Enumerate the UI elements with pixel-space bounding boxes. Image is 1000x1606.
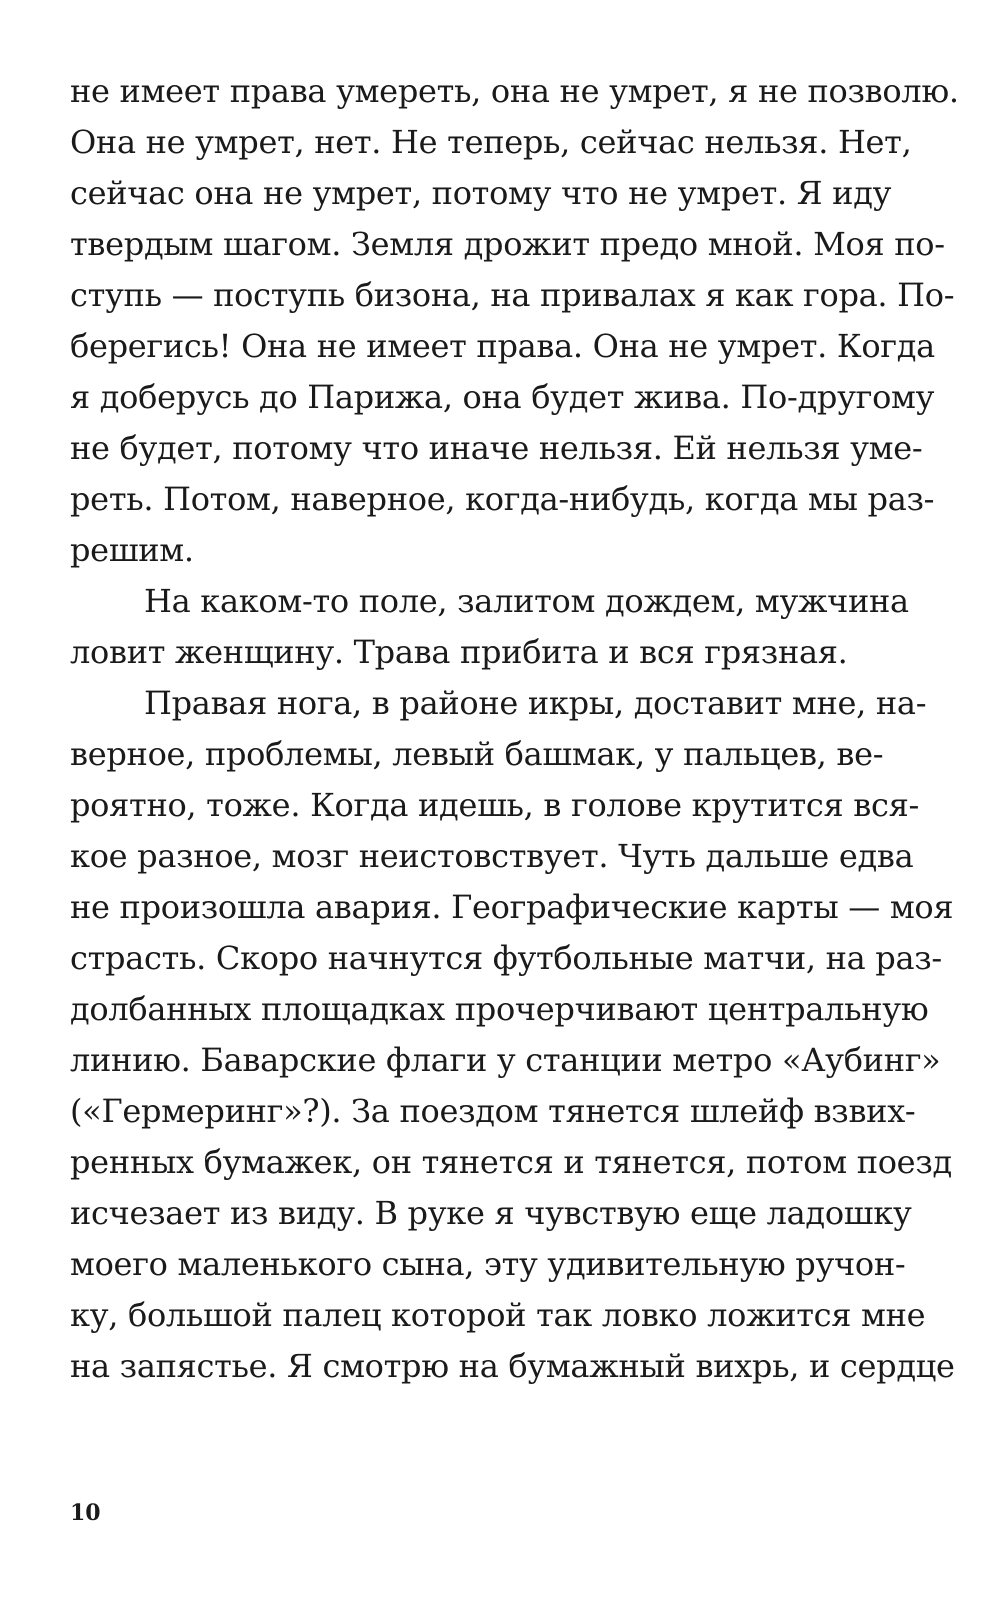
paragraph-first-line: Правая нога, в районе икры, доставит мне, на- [144,684,927,722]
text-line: решим. [70,531,194,569]
text-line: не имеет права умереть, она не умрет, я не позволю. [70,72,959,110]
text-line: не произошла авария. Географические карты — моя [70,888,954,926]
text-line: ловит женщину. Трава прибита и вся грязная. [70,633,848,671]
paragraph-first-line: На каком-то поле, залитом дождем, мужчина [144,582,909,620]
text-line: («Гермеринг»?). За поездом тянется шлейф взвих- [70,1092,916,1130]
page-number: 10 [70,1500,101,1526]
text-line: твердым шагом. Земля дрожит предо мной. Моя по- [70,225,945,263]
body-text [70,66,959,1392]
text-line: моего маленького сына, эту удивительную ручон- [70,1245,906,1283]
text-line: на запястье. Я смотрю на бумажный вихрь, и сердце [70,1347,955,1385]
text-line: реть. Потом, наверное, когда-нибудь, когда мы раз- [70,480,935,518]
text-line: верное, проблемы, левый башмак, у пальцев, ве- [70,735,884,773]
text-line: сейчас она не умрет, потому что не умрет. Я иду [70,174,892,212]
text-line: я доберусь до Парижа, она будет жива. По-другому [70,378,935,416]
text-line: страсть. Скоро начнутся футбольные матчи, на раз- [70,939,942,977]
text-line: ренных бумажек, он тянется и тянется, потом поезд [70,1143,952,1181]
text-line: роятно, тоже. Когда идешь, в голове крутится вся- [70,786,920,824]
text-line: берегись! Она не имеет права. Она не умрет. Когда [70,327,935,365]
text-line: кое разное, мозг неистовствует. Чуть дальше едва [70,837,914,875]
text-line: Она не умрет, нет. Не теперь, сейчас нельзя. Нет, [70,123,912,161]
text-line: исчезает из виду. В руке я чувствую еще ладошку [70,1194,912,1232]
text-line: ку, большой палец которой так ловко ложится мне [70,1296,926,1334]
text-line: ступь — поступь бизона, на привалах я как гора. По- [70,276,955,314]
text-line: линию. Баварские флаги у станции метро «Аубинг» [70,1041,941,1079]
text-line: не будет, потому что иначе нельзя. Ей нельзя уме- [70,429,923,467]
text-line: долбанных площадках прочерчивают центральную [70,990,929,1028]
